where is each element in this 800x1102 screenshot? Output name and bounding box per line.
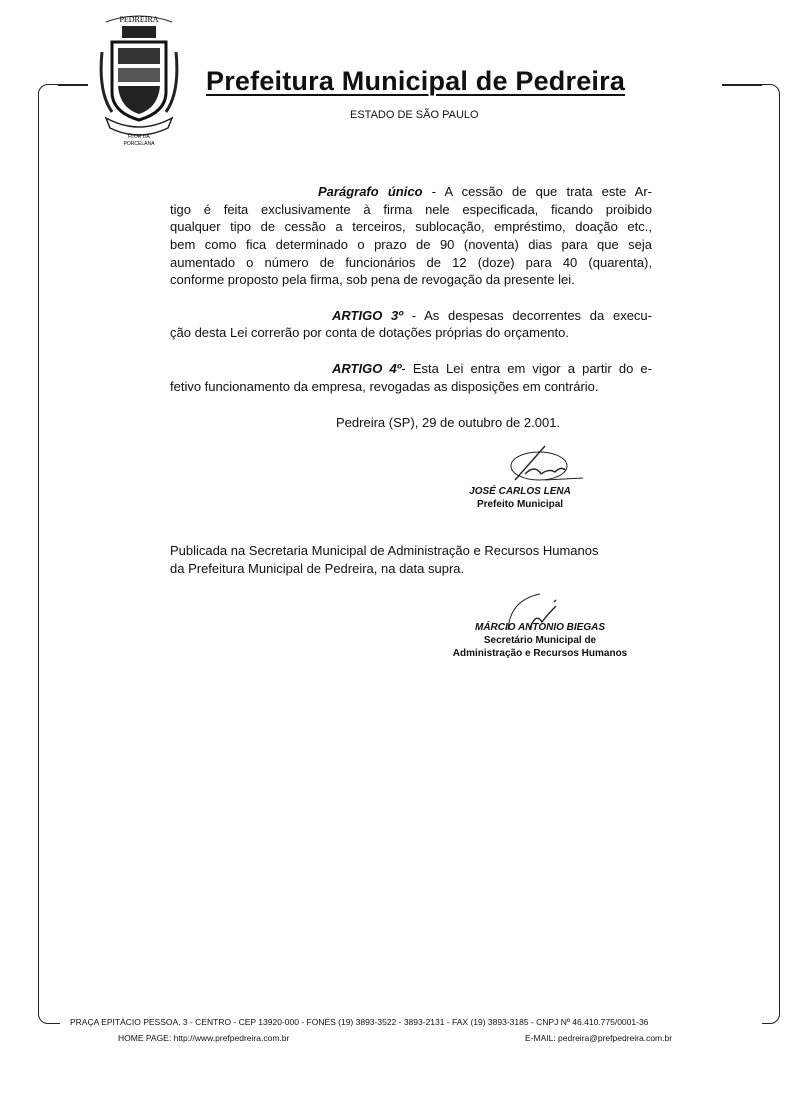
signer-title: Secretário Municipal de xyxy=(483,635,597,646)
svg-text:PORCELANA: PORCELANA xyxy=(123,141,155,147)
paragrafo-line: aumentado o número de funcionários de 12 (doze) para 40 (quarenta), xyxy=(170,255,652,270)
publicada-line: Publicada na Secretaria Municipal de Administração e Recursos Humanos xyxy=(170,543,599,558)
svg-text:FLOR DA: FLOR DA xyxy=(128,134,150,140)
artigo4-line: fetivo funcionamento da empresa, revogadas as disposições em contrário. xyxy=(170,379,599,394)
artigo3-line: ção desta Lei correrão por conta de dotações próprias do orçamento. xyxy=(170,325,569,340)
signer-name: MÁRCIO ANTONIO BIEGAS xyxy=(474,622,605,633)
artigo3-line xyxy=(170,307,652,324)
date-line: Pedreira (SP), 29 de outubro de 2.001. xyxy=(336,415,561,430)
paragrafo-line xyxy=(170,183,652,200)
paragrafo-line: tigo é feita exclusivamente à firma nele especificada, ficando proibido xyxy=(170,202,652,217)
artigo4-label: ARTIGO 4º xyxy=(332,361,402,376)
footer-email: E-MAIL: pedreira@prefpedreira.com.br xyxy=(525,1033,673,1043)
page-title: Prefeitura Municipal de Pedreira xyxy=(206,66,626,96)
paragrafo-line: conforme proposto pela firma, sob pena de revogação da presente lei. xyxy=(170,272,575,287)
publicada-line: da Prefeitura Municipal de Pedreira, na data supra. xyxy=(170,561,465,576)
artigo4-line xyxy=(170,360,652,377)
signer-title: Prefeito Municipal xyxy=(476,499,564,510)
municipal-crest-icon xyxy=(98,12,180,150)
paragrafo-line: qualquer tipo de cessão a terceiros, sublocação, empréstimo, doação etc., xyxy=(170,219,652,234)
paragrafo-line: bem como fica determinado o prazo de 90 (noventa) dias para que seja xyxy=(170,237,652,252)
footer-address: PRAÇA EPITÁCIO PESSOA, 3 - CENTRO - CEP 13920-000 - FONES (19) 3893-3522 - 3893-2131 - FAX (19) 3893-3185 - CNPJ Nº 46.410.775/0001-36 xyxy=(70,1017,649,1027)
signer-title: Administração e Recursos Humanos xyxy=(452,648,628,659)
signature-block-secretary xyxy=(420,621,660,660)
artigo3-label: ARTIGO 3º xyxy=(332,308,404,323)
text: - Esta Lei entra em vigor a partir do e- xyxy=(401,361,652,376)
paragrafo-label: Parágrafo único xyxy=(318,184,423,199)
svg-text:PEDREIRA: PEDREIRA xyxy=(119,15,159,24)
signature-mark-icon xyxy=(505,440,585,490)
header-rule-right xyxy=(722,84,762,86)
signature-block-mayor xyxy=(440,485,600,511)
text: - A cessão de que trata este Ar- xyxy=(422,184,652,199)
text: - As despesas decorrentes da execu- xyxy=(403,308,652,323)
header-rule-left xyxy=(58,84,88,86)
page-subtitle: ESTADO DE SÃO PAULO xyxy=(350,109,479,121)
signer-name: JOSÉ CARLOS LENA xyxy=(469,486,571,497)
footer-homepage: HOME PAGE: http://www.prefpedreira.com.br xyxy=(118,1033,290,1043)
